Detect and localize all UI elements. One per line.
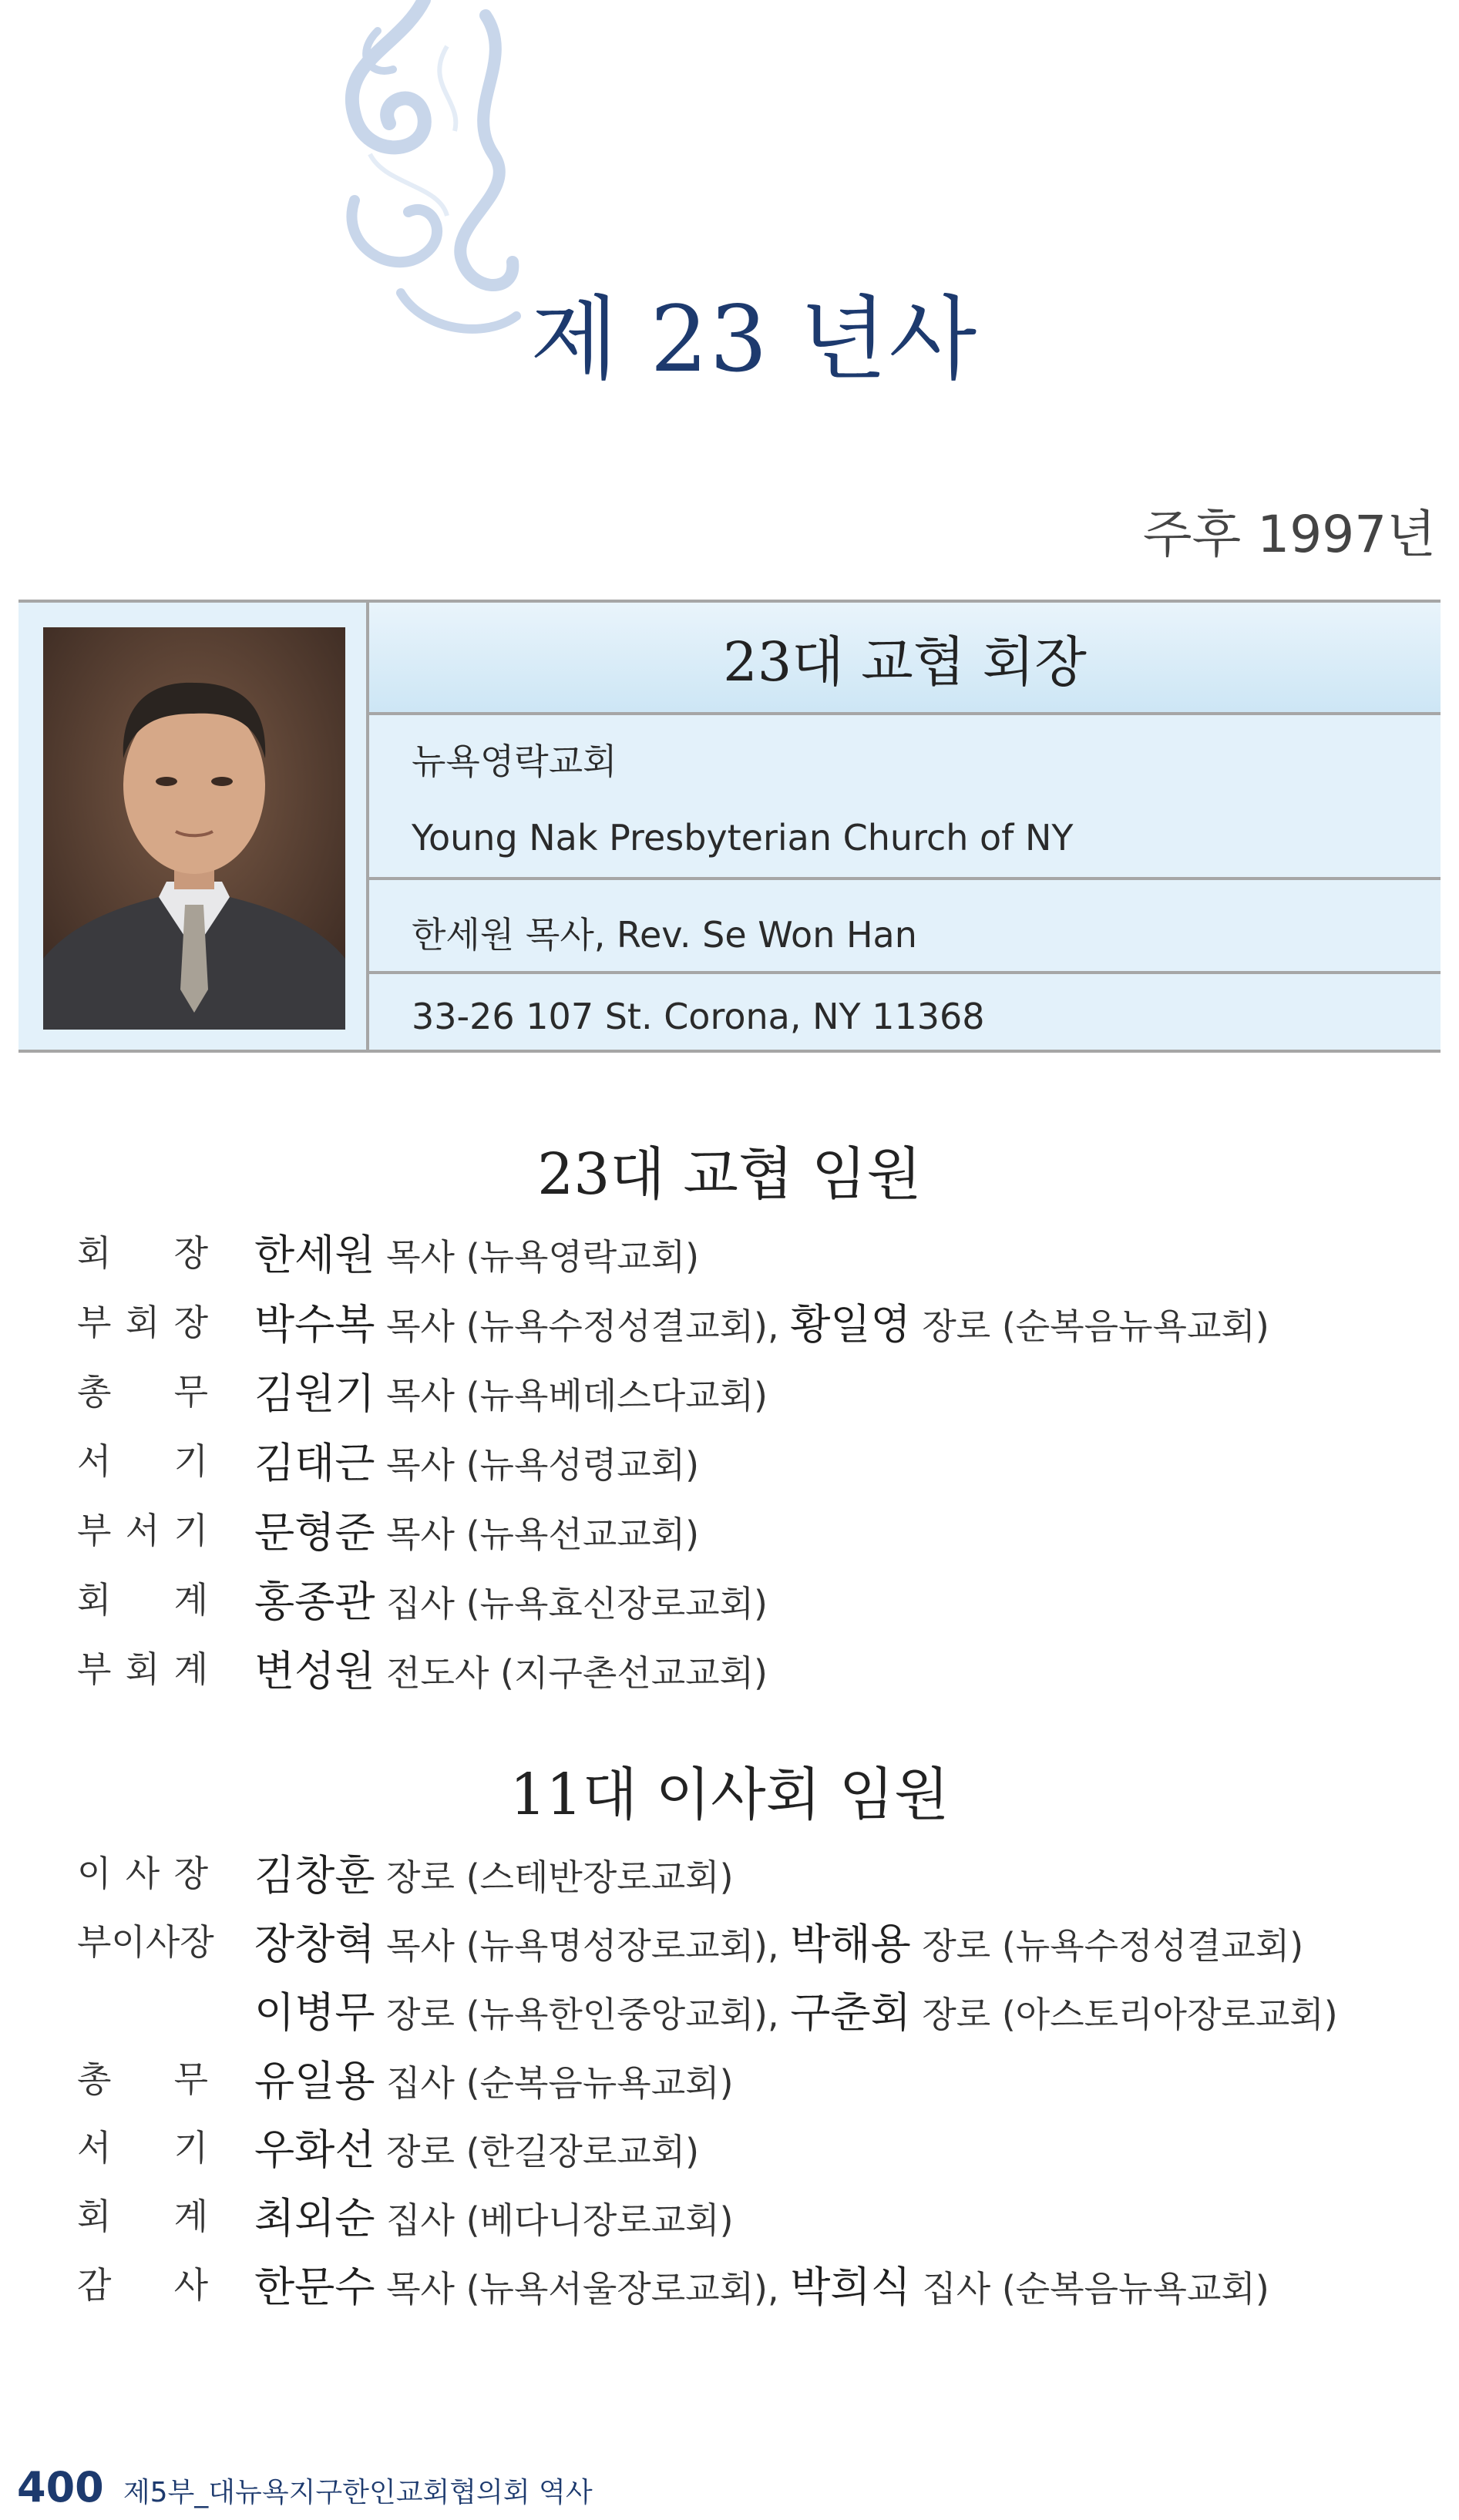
role-label bbox=[77, 2051, 208, 2102]
member-detail: 장로 (스테반장로교회) bbox=[375, 1856, 734, 1898]
page-number: 400 bbox=[17, 2463, 104, 2512]
role-char: 장 bbox=[173, 1232, 208, 1274]
role-char: 무 bbox=[173, 1371, 208, 1413]
role-char: 회 bbox=[125, 1302, 160, 1343]
role-label bbox=[77, 2257, 208, 2308]
member-detail: 장로 (아스토리아장로교회) bbox=[910, 1994, 1338, 2035]
member-entry bbox=[254, 1292, 1269, 1351]
member-detail: 집사 (뉴욕효신장로교회) bbox=[375, 1583, 768, 1625]
church-name-ko: 뉴욕영락교회 bbox=[412, 741, 617, 782]
role-label bbox=[77, 1641, 208, 1692]
year-label: 주후 1997년 bbox=[1142, 505, 1436, 564]
member-detail: 장로 (순복음뉴욕교회) bbox=[910, 1305, 1269, 1347]
member-entry bbox=[254, 2186, 734, 2245]
role-char: 기 bbox=[173, 1510, 208, 1551]
member-name: 황일영 bbox=[790, 1300, 911, 1349]
role-char: 부 bbox=[77, 1302, 112, 1343]
role-char: 이 bbox=[77, 1853, 112, 1894]
church-address: 33-26 107 St. Corona, NY 11368 bbox=[412, 996, 985, 1037]
board-title: 11대 이사회 임원 bbox=[509, 1762, 950, 1828]
role-label bbox=[77, 1846, 208, 1897]
role-char: 부 bbox=[77, 1510, 112, 1551]
member-name: 홍종관 bbox=[254, 1578, 375, 1626]
member-name: 변성원 bbox=[254, 1647, 375, 1695]
member-name: 박해용 bbox=[790, 1920, 911, 1968]
member-detail: 장로 (뉴욕수정성결교회) bbox=[910, 1925, 1304, 1967]
member-entry bbox=[254, 1222, 699, 1282]
president-heading: 23대 교협 회장 bbox=[369, 603, 1441, 715]
member-entry bbox=[254, 1361, 768, 1420]
member-name: 김태근 bbox=[254, 1439, 375, 1487]
member-entry bbox=[254, 2048, 734, 2108]
role-label bbox=[77, 1433, 208, 1484]
member-detail: 전도사 (지구촌선교교회) bbox=[375, 1652, 768, 1694]
member-detail: 집사 (순복음뉴욕교회) bbox=[375, 2062, 734, 2104]
role-char: 기 bbox=[173, 2127, 208, 2169]
role-label bbox=[77, 2120, 208, 2171]
member-name: 장창혁 bbox=[254, 1920, 375, 1968]
page-title: 제 23 년사 bbox=[530, 286, 979, 392]
member-detail: 목사 (뉴욕베데스다교회) bbox=[375, 1375, 768, 1416]
member-entry bbox=[254, 2117, 699, 2176]
member-detail: 장로 (뉴욕한인중앙교회), bbox=[375, 1994, 791, 2035]
role-label bbox=[77, 1364, 208, 1415]
church-name-en: Young Nak Presbyterian Church of NY bbox=[412, 817, 1074, 858]
role-char: 총 bbox=[77, 1371, 112, 1413]
role-char: 계 bbox=[173, 1648, 208, 1690]
member-name: 김창훈 bbox=[254, 1851, 375, 1900]
role-char: 회 bbox=[125, 1648, 160, 1690]
footer-section: 제5부_대뉴욕지구한인교회협의회 역사 bbox=[123, 2477, 593, 2508]
member-name: 우화선 bbox=[254, 2125, 375, 2174]
role-char: 총 bbox=[77, 2058, 112, 2100]
member-name: 이병무 bbox=[254, 1988, 375, 2037]
member-detail: 목사 (뉴욕선교교회) bbox=[375, 1514, 700, 1555]
member-entry bbox=[254, 2254, 1269, 2313]
member-name: 최외순 bbox=[254, 2194, 375, 2243]
role-char: 무 bbox=[173, 2058, 208, 2100]
role-char: 회 bbox=[77, 1579, 112, 1621]
divider bbox=[369, 971, 1441, 974]
role-char: 회 bbox=[77, 1232, 112, 1274]
role-char: 계 bbox=[173, 2196, 208, 2237]
role-char: 기 bbox=[173, 1440, 208, 1482]
member-entry bbox=[254, 1430, 699, 1490]
member-name: 유일용 bbox=[254, 2057, 375, 2105]
member-detail: 목사 (뉴욕수정성결교회), bbox=[375, 1305, 791, 1347]
member-detail: 목사 (뉴욕서울장로교회), bbox=[375, 2268, 791, 2310]
member-detail: 장로 (한길장로교회) bbox=[375, 2131, 700, 2172]
member-detail: 목사 (뉴욕명성장로교회), bbox=[375, 1925, 791, 1967]
president-photo bbox=[43, 627, 345, 1030]
role-char: 감 bbox=[77, 2264, 112, 2306]
member-name: 박수복 bbox=[254, 1300, 375, 1349]
member-detail: 집사 (베다니장로교회) bbox=[375, 2199, 734, 2241]
role-label bbox=[77, 1914, 214, 1965]
role-char: 부이사장 bbox=[77, 1921, 214, 1963]
member-entry bbox=[254, 1911, 1303, 1971]
member-entry bbox=[254, 1569, 768, 1628]
role-char: 계 bbox=[173, 1579, 208, 1621]
role-label bbox=[77, 1503, 208, 1554]
role-char: 사 bbox=[173, 2264, 208, 2306]
member-entry bbox=[254, 1638, 768, 1698]
role-char: 회 bbox=[77, 2196, 112, 2237]
officers-title: 23대 교협 임원 bbox=[537, 1141, 922, 1208]
role-char: 서 bbox=[77, 1440, 112, 1482]
role-char: 서 bbox=[125, 1510, 160, 1551]
role-char: 장 bbox=[173, 1853, 208, 1894]
member-detail: 목사 (뉴욕영락교회) bbox=[375, 1236, 700, 1278]
role-char: 사 bbox=[125, 1853, 160, 1894]
member-name: 한세원 bbox=[254, 1231, 375, 1279]
role-label bbox=[77, 1225, 208, 1276]
member-detail: 목사 (뉴욕성령교회) bbox=[375, 1444, 700, 1486]
member-entry bbox=[254, 1500, 699, 1559]
member-entry bbox=[254, 1843, 734, 1902]
divider bbox=[369, 877, 1441, 880]
president-name: 한세원 목사, Rev. Se Won Han bbox=[412, 914, 917, 956]
role-char: 장 bbox=[173, 1302, 208, 1343]
page-footer bbox=[17, 2463, 593, 2512]
role-label bbox=[77, 1295, 208, 1346]
member-detail: 집사 (순복음뉴욕교회) bbox=[910, 2268, 1269, 2310]
member-name: 김원기 bbox=[254, 1369, 375, 1418]
president-box bbox=[18, 600, 1441, 1053]
swirl-ornament bbox=[308, 0, 547, 362]
role-label bbox=[77, 1572, 208, 1623]
member-name: 한문수 bbox=[254, 2263, 375, 2311]
role-char: 서 bbox=[77, 2127, 112, 2169]
member-entry bbox=[254, 1980, 1338, 2039]
member-name: 박희식 bbox=[790, 2263, 911, 2311]
role-char: 부 bbox=[77, 1648, 112, 1690]
member-name: 문형준 bbox=[254, 1508, 375, 1557]
role-label bbox=[77, 2189, 208, 2239]
member-name: 구춘회 bbox=[790, 1988, 911, 2037]
photo-cell bbox=[18, 603, 369, 1050]
